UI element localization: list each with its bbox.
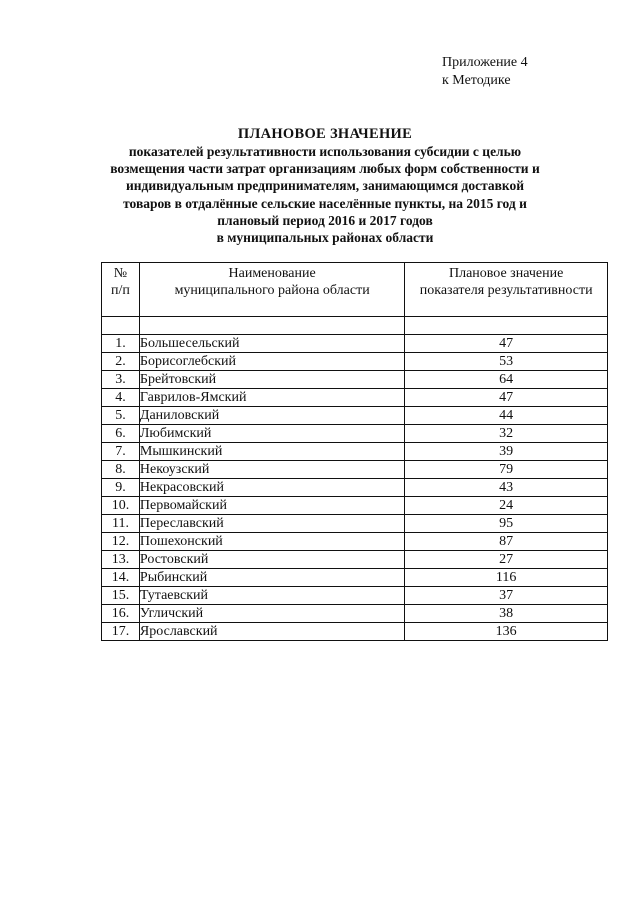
subtitle-line: в муниципальных районах области [216,230,434,246]
appendix-note [442,54,528,90]
row-district-cell: Мышкинский [139,443,404,461]
table-row [102,371,608,389]
row-district-cell: Большесельский [139,335,404,353]
document-title: ПЛАНОВОЕ ЗНАЧЕНИЕ [237,126,413,142]
header-value-line2: показателя результативности [419,283,593,298]
row-district-cell: Даниловский [139,407,404,425]
row-value-cell: 116 [405,569,608,587]
row-number-cell: 12. [102,533,140,551]
row-value-cell: 37 [405,587,608,605]
table-row [102,461,608,479]
table-body [102,317,608,641]
row-district-cell: Ростовский [139,551,404,569]
row-number-cell: 13. [102,551,140,569]
row-number-cell: 6. [102,425,140,443]
row-value-cell: 47 [405,389,608,407]
table-spacer-row [102,317,608,335]
table-row [102,335,608,353]
table-row [102,623,608,641]
row-number-cell: 17. [102,623,140,641]
table-row [102,533,608,551]
row-value-cell: 32 [405,425,608,443]
row-number-cell: 2. [102,353,140,371]
subtitle-line: товаров в отдалённые сельские населённые пункты, на 2015 год и [123,195,527,211]
row-value-cell: 53 [405,353,608,371]
row-number-cell: 4. [102,389,140,407]
row-value-cell: 136 [405,623,608,641]
indicator-table [101,262,608,641]
row-district-cell: Рыбинский [139,569,404,587]
row-district-cell: Любимский [139,425,404,443]
row-number-cell: 5. [102,407,140,425]
row-number-cell: 7. [102,443,140,461]
row-number-cell: 1. [102,335,140,353]
row-number-cell: 8. [102,461,140,479]
table-row [102,605,608,623]
table-row [102,407,608,425]
row-number-cell: 14. [102,569,140,587]
table-row [102,353,608,371]
table-row [102,569,608,587]
row-number-cell: 11. [102,515,140,533]
header-district-line2: муниципального района области [174,283,370,298]
row-district-cell: Некрасовский [139,479,404,497]
subtitle-line: показателей результативности использования субсидии с целью [128,144,522,159]
row-number-cell: 15. [102,587,140,605]
spacer-cell [102,317,140,335]
table-row [102,479,608,497]
row-district-cell: Борисоглебский [139,353,404,371]
header-number-line1: № [113,266,128,281]
header-district-name [139,263,404,317]
header-number [102,263,140,317]
row-district-cell: Переславский [139,515,404,533]
row-number-cell: 10. [102,497,140,515]
row-value-cell: 64 [405,371,608,389]
table-row [102,425,608,443]
row-number-cell: 9. [102,479,140,497]
row-district-cell: Пошехонский [139,533,404,551]
table-row [102,515,608,533]
table-header-row [102,263,608,317]
row-value-cell: 87 [405,533,608,551]
table-row [102,497,608,515]
row-value-cell: 44 [405,407,608,425]
row-district-cell: Некоузский [139,461,404,479]
header-value-line1: Плановое значение [448,266,564,281]
appendix-number: Приложение 4 [442,55,528,70]
spacer-cell [139,317,404,335]
row-value-cell: 47 [405,335,608,353]
row-value-cell: 79 [405,461,608,479]
subtitle-line: возмещения части затрат организациям любых форм собственности и [110,161,540,177]
row-district-cell: Гаврилов-Ямский [139,389,404,407]
row-number-cell: 16. [102,605,140,623]
row-district-cell: Угличский [139,605,404,623]
row-value-cell: 43 [405,479,608,497]
table-row [102,551,608,569]
subtitle-line: индивидуальным предпринимателям, занимающимся доставкой [125,178,525,194]
appendix-reference: к Методике [442,73,511,88]
row-value-cell: 27 [405,551,608,569]
row-number-cell: 3. [102,371,140,389]
row-value-cell: 38 [405,605,608,623]
row-value-cell: 24 [405,497,608,515]
row-district-cell: Ярославский [139,623,404,641]
table-row [102,389,608,407]
row-value-cell: 95 [405,515,608,533]
row-value-cell: 39 [405,443,608,461]
header-district-line1: Наименование [228,266,316,281]
document-title-block [60,125,590,246]
subtitle-line: плановый период 2016 и 2017 годов [217,212,433,228]
row-district-cell: Тутаевский [139,587,404,605]
table-row [102,587,608,605]
header-number-line2: п/п [111,283,130,298]
table-row [102,443,608,461]
header-planned-value [405,263,608,317]
spacer-cell [405,317,608,335]
row-district-cell: Брейтовский [139,371,404,389]
row-district-cell: Первомайский [139,497,404,515]
